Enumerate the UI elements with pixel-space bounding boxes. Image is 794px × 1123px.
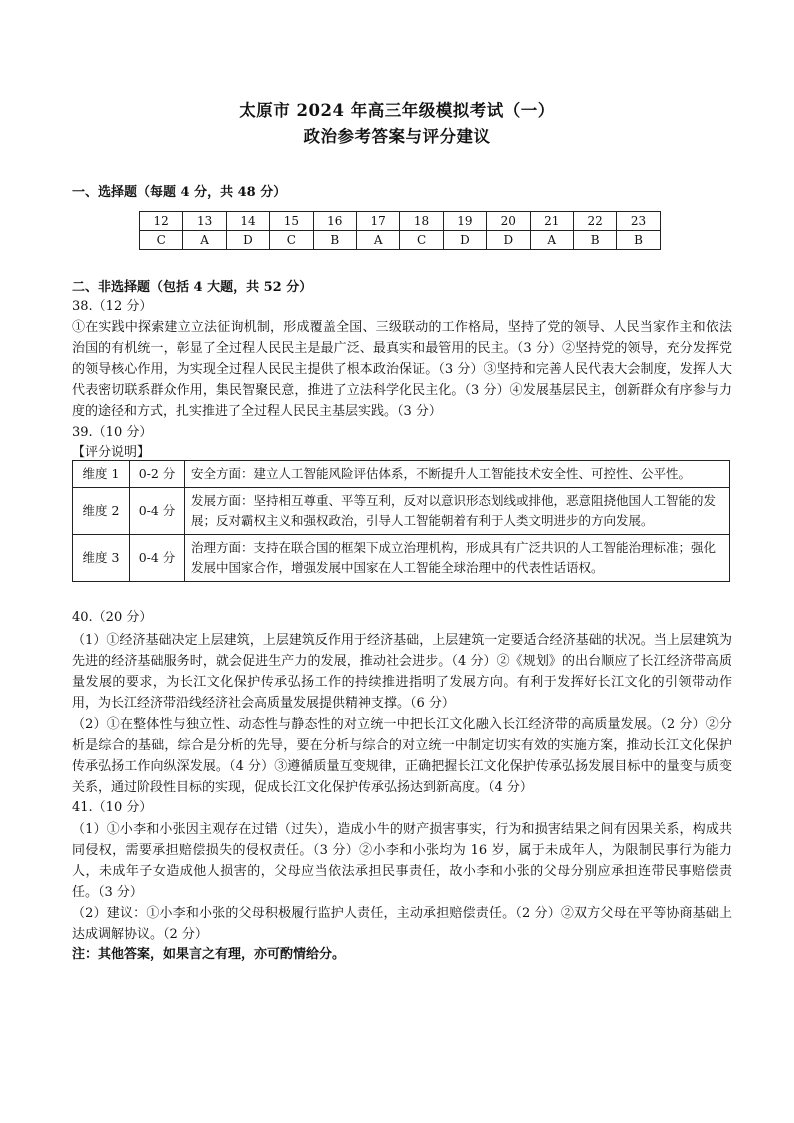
answer-letter: A xyxy=(356,231,399,250)
question-number: 12 xyxy=(140,212,183,231)
answer-letter: C xyxy=(270,231,313,250)
question-41-part-2: （2）建议：①小李和小张的父母积极履行监护人责任，主动承担赔偿责任。（2 分）②双方父母在平等协商基础上达成调解协议。（2 分） xyxy=(72,906,732,942)
question-number: 19 xyxy=(443,212,486,231)
section-2-heading: 二、非选择题（包括 4 大题，共 52 分） xyxy=(72,280,313,295)
answer-letter: D xyxy=(226,231,269,250)
dimension-description: 发展方面：坚持相互尊重、平等互利，反对以意识形态划线或排他，恶意阻挠他国人工智能的发展；反对霸权主义和强权政治，引导人工智能朝着有利于人类文明进步的方向发展。 xyxy=(185,488,730,535)
dimension-description: 治理方面：支持在联合国的框架下成立治理机构，形成具有广泛共识的人工智能治理标准；强化发展中国家合作，增强发展中国家在人工智能全球治理中的代表性话语权。 xyxy=(185,535,730,582)
question-number: 23 xyxy=(617,212,660,231)
multiple-choice-answer-table xyxy=(139,211,661,250)
question-40-header: 40.（20 分） xyxy=(72,610,153,625)
answer-letter: A xyxy=(183,231,226,250)
section-1-heading: 一、选择题（每题 4 分，共 48 分） xyxy=(72,185,287,200)
question-number: 22 xyxy=(573,212,616,231)
question-number: 18 xyxy=(400,212,443,231)
answer-letter: D xyxy=(443,231,486,250)
answer-letter: B xyxy=(617,231,660,250)
question-38-header: 38.（12 分） xyxy=(72,299,153,314)
answer-letter: B xyxy=(313,231,356,250)
question-41-answer xyxy=(72,819,732,945)
document-subtitle: 政治参考答案与评分建议 xyxy=(303,127,491,146)
document-title: 太原市 2024 年高三年级模拟考试（一） xyxy=(239,101,555,120)
grading-note: 注：其他答案，如果言之有理，亦可酌情给分。 xyxy=(72,947,346,962)
question-41-part-1: （1）①小李和小张因主观存在过错（过失），造成小牛的财产损害事实，行为和损害结果之间有因果关系，构成共同侵权，需要承担赔偿损失的侵权责任。（3 分）②小李和小张均为 16 岁，属于未成年人，为限制民事行为能力人，未成年子女造成他人损害的，父母应当依法承担民事责任，故小李和小张的父母分别应承担连带民事赔偿责任。（3 分） xyxy=(72,822,732,900)
answer-row xyxy=(140,231,661,250)
question-number: 15 xyxy=(270,212,313,231)
dimension-name: 维度 2 xyxy=(73,488,130,535)
question-41-header: 41.（10 分） xyxy=(72,800,153,815)
scoring-note-label: 【评分说明】 xyxy=(72,445,151,460)
answer-letter: C xyxy=(400,231,443,250)
question-39-header: 39.（10 分） xyxy=(72,425,153,440)
question-number: 20 xyxy=(487,212,530,231)
question-number: 17 xyxy=(356,212,399,231)
answer-letter: B xyxy=(573,231,616,250)
question-number: 21 xyxy=(530,212,573,231)
question-40-part-2: （2）①在整体性与独立性、动态性与静态性的对立统一中把长江文化融入长江经济带的高质量发展。（2 分）②分析是综合的基础，综合是分析的先导，要在分析与综合的对立统一中制定切实有效的实施方案，推动长江文化保护传承弘扬工作向纵深发展。（4 分）③遵循质量互变规律，正确把握长江文化保护传承弘扬发展目标中的量变与质变关系，通过阶段性目标的实现，促成长江文化保护传承弘扬达到新高度。（4 分） xyxy=(72,717,732,795)
dimension-row xyxy=(73,488,730,535)
question-number: 14 xyxy=(226,212,269,231)
question-number: 16 xyxy=(313,212,356,231)
dimension-row xyxy=(73,535,730,582)
answer-letter: C xyxy=(140,231,183,250)
question-number-row xyxy=(140,212,661,231)
dimension-name: 维度 3 xyxy=(73,535,130,582)
dimension-score: 0-4 分 xyxy=(130,535,185,582)
dimension-description: 安全方面：建立人工智能风险评估体系，不断提升人工智能技术安全性、可控性、公平性。 xyxy=(185,461,730,488)
answer-letter: D xyxy=(487,231,530,250)
answer-letter: A xyxy=(530,231,573,250)
dimension-name: 维度 1 xyxy=(73,461,130,488)
question-40-part-1: （1）①经济基础决定上层建筑，上层建筑反作用于经济基础，上层建筑一定要适合经济基础的状况。当上层建筑为先进的经济基础服务时，就会促进生产力的发展，推动社会进步。（4 分）②《规划》的出台顺应了长江经济带高质量发展的要求，为长江文化保护传承弘扬工作的持续推进指明了发展方向。有利于发挥好长江文化的引领带动作用，为长江经济带沿线经济社会高质量发展提供精神支撑。（6 分） xyxy=(72,633,732,711)
dimension-row xyxy=(73,461,730,488)
scoring-dimension-table xyxy=(72,460,730,582)
question-40-answer xyxy=(72,630,732,798)
dimension-score: 0-2 分 xyxy=(130,461,185,488)
question-number: 13 xyxy=(183,212,226,231)
dimension-score: 0-4 分 xyxy=(130,488,185,535)
question-38-answer: ①在实践中探索建立立法征询机制，形成覆盖全国、三级联动的工作格局，坚持了党的领导、人民当家作主和依法治国的有机统一，彰显了全过程人民民主是最广泛、最真实和最管用的民主。（3 分）②坚持党的领导，充分发挥党的领导核心作用，为实现全过程人民民主提供了根本政治保证。（3 分）③坚持和完善人民代表大会制度，发挥人大代表密切联系群众作用，集民智聚民意，推进了立法科学化民主化。（3 分）④发展基层民主，创新群众有序参与力度的途径和方式，扎实推进了全过程人民民主基层实践。（3 分） xyxy=(72,320,732,419)
